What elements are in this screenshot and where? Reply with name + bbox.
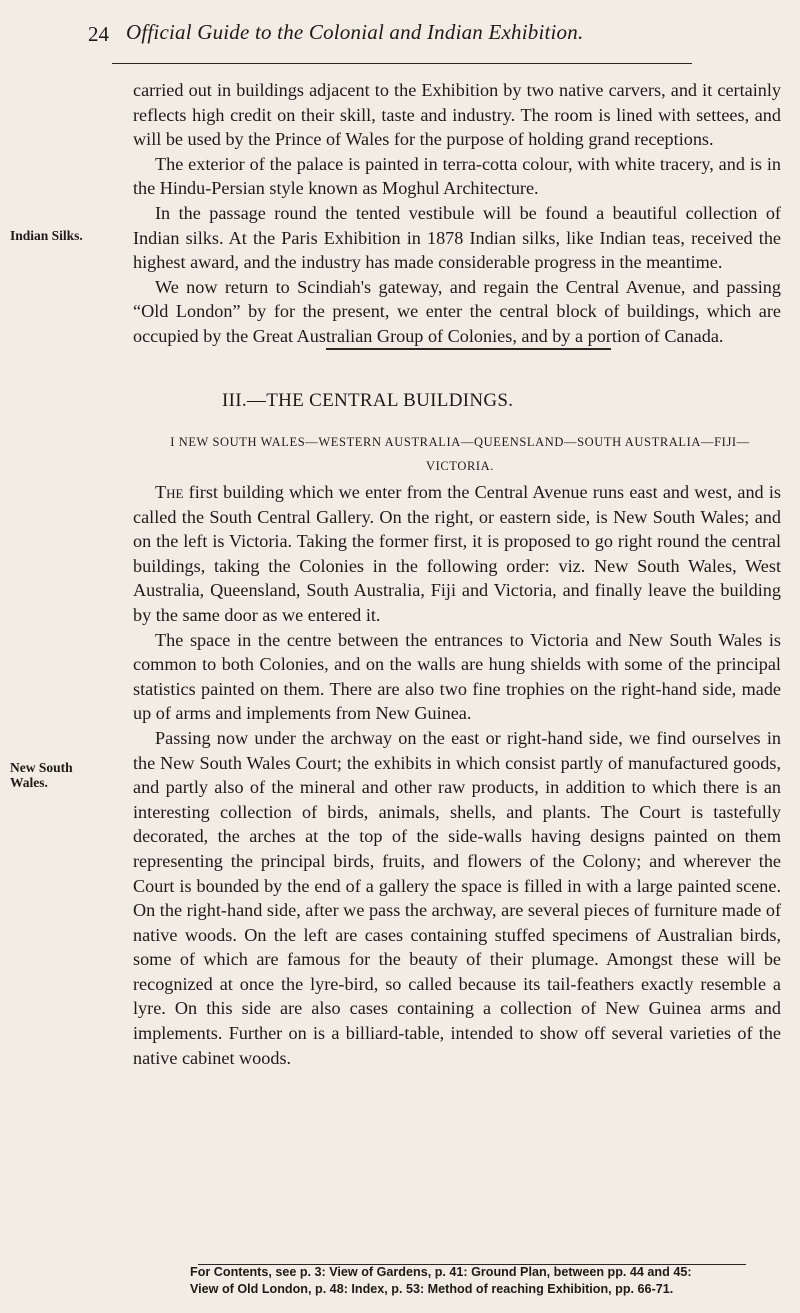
- footer-line-1: For Contents, see p. 3: View of Gardens, p. 41: Ground Plan, between pp. 44 and 45:: [190, 1265, 692, 1279]
- margin-note-new-south-wales: New South Wales.: [10, 760, 73, 790]
- running-title: Official Guide to the Colonial and Indian Exhibition.: [126, 20, 584, 44]
- paragraph-common-space: The space in the centre between the entrances to Victoria and New South Wales is common to both Colonies, and on the walls are hung shields with some of the principal statistics painted on them. There are also two fine trophies on the right-hand side, made up of arms and implements from New Guinea.: [133, 629, 781, 724]
- paragraph-carvers: carried out in buildings adjacent to the Exhibition by two native carvers, and it certainly reflects high credit on their skill, taste and industry. The room is lined with settees, and will be used by the Prince of Wales for the purpose of holding grand receptions.: [133, 80, 781, 150]
- paragraph-first-building-body: first building which we enter from the Central Avenue runs east and west, and is called the South Central Gallery. On the right, or eastern side, is New South Wales; and on the left is Victoria. Taking the former first, it is proposed to go right round the central buildings, taking the Colonies in the following order: viz. New South Wales, West Australia, Queensland, South Australia, Fiji and Victoria, and finally leave the building by the same door as we entered it.: [133, 482, 781, 625]
- section-rule: [326, 348, 611, 350]
- header-rule: [112, 63, 692, 64]
- intro-text: [133, 78, 781, 349]
- paragraph-exterior: The exterior of the palace is painted in terra-cotta colour, with white tracery, and is in the Hindu-Persian style known as Moghul Architecture.: [133, 153, 781, 199]
- running-header: [88, 18, 740, 48]
- section-title: III.—THE CENTRAL BUILDINGS.: [222, 390, 514, 411]
- footer-line-2: View of Old London, p. 48: Index, p. 53: Method of reaching Exhibition, pp. 66-71.: [190, 1282, 674, 1296]
- section-subheading: I NEW SOUTH WALES—WESTERN AUSTRALIA—QUEENSLAND—SOUTH AUSTRALIA—FIJI—VICTORIA.: [170, 435, 750, 473]
- footer-index: [190, 1264, 780, 1298]
- paragraph-lead-word: The: [155, 482, 184, 502]
- paragraph-indian-silks: In the passage round the tented vestibule will be found a beautiful collection of Indian silks. At the Paris Exhibition in 1878 Indian silks, like Indian teas, received the highest award, and the industry has made considerable progress in the meantime.: [133, 202, 781, 273]
- page-number: 24: [88, 22, 109, 46]
- margin-note-indian-silks: Indian Silks.: [10, 228, 83, 243]
- paragraph-first-building: [133, 480, 781, 628]
- section-text: [133, 480, 781, 1070]
- paragraph-return-gateway: We now return to Scindiah's gateway, and regain the Central Avenue, and passing “Old London” by for the present, we enter the central block of buildings, which are occupied by the Great Australian Group of Colonies, and by a portion of Canada.: [133, 276, 781, 346]
- paragraph-nsw-court: Passing now under the archway on the east or right-hand side, we find ourselves in the New South Wales Court; the exhibits in which consist partly of manufactured goods, and partly also of the mineral and other raw products, in addition to which there is an interesting collection of birds, animals, shells, and plants. The Court is tastefully decorated, the arches at the top of the side-walls having designs painted on them representing the principal birds, fruits, and flowers of the Colony; and wherever the Court is bounded by the end of a gallery the space is filled in with a large painted scene. On the right-hand side, after we pass the archway, are several pieces of furniture made of native woods. On the left are cases containing stuffed specimens of Australian birds, some of which are famous for the beauty of their plumage. Amongst these will be recognized at once the lyre-bird, so called because its tail-feathers exactly resemble a lyre. On this side are also cases containing a collection of New Guinea arms and implements. Further on is a billiard-table, intended to show off several varieties of the native cabinet woods.: [133, 727, 781, 1068]
